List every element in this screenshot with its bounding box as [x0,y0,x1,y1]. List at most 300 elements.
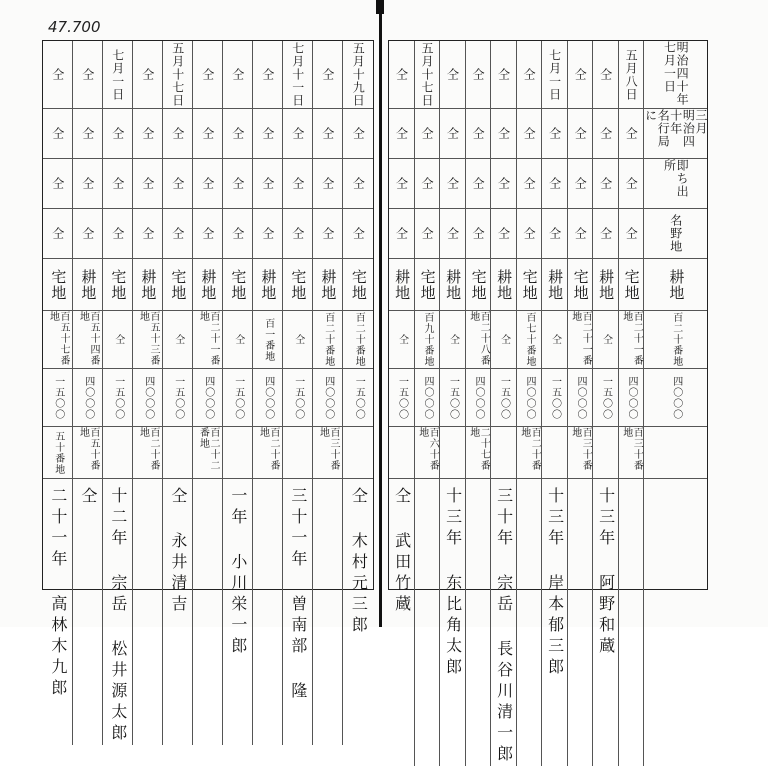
register-cell [163,41,193,109]
cell-text: 明治四十年 七月一日 [662,41,690,106]
cell-text: 百二十番地 [353,312,365,367]
register-cell [343,259,373,311]
register-cell [313,369,343,427]
register-cell [517,311,543,369]
cell-text: 百二十番地 [137,427,159,471]
register-cell [542,109,568,159]
register-cell [542,41,568,109]
register-cell [491,109,517,159]
register-cell [163,259,193,311]
register-cell [253,109,283,159]
register-cell [466,109,492,159]
cell-text: 百九十番地 [422,312,433,367]
register-cell [133,427,163,479]
cell-text: 仝 [445,227,460,240]
register-cell [466,427,492,479]
cell-text: 宅地 [622,268,641,301]
cell-text: 仝 [110,177,125,190]
cell-text: 仝 [320,127,335,140]
cell-text: 百五十四番地 [77,311,99,366]
cell-text: 仝 [320,68,335,81]
cell-text: 百一番地 [262,317,274,362]
cell-text: 一五〇〇 [112,375,124,420]
cell-text: 一五〇〇 [600,375,612,420]
register-cell [440,109,466,159]
cell-text: 四〇〇〇 [262,375,274,420]
cell-text: 五月十九日 [351,42,366,107]
register-cell [43,369,73,427]
register-cell [253,209,283,259]
cell-text: 百三十番地 [569,427,592,471]
register-cell [283,209,313,259]
register-cell [389,109,415,159]
cell-text: 名野地 [668,214,683,253]
cell-text: 仝 木村元三郎 [349,487,369,637]
register-cell [389,259,415,311]
cell-text: 仝 [230,227,245,240]
register-cell [440,369,466,427]
register-cell [313,159,343,209]
cell-text: 耕地 [393,268,412,301]
book-spine [379,0,382,627]
register-cell [103,109,133,159]
ref-number: 47.700 [48,18,101,36]
cell-text: 四〇〇〇 [422,375,433,420]
cell-text: 仝 [110,227,125,240]
cell-text: 仝 [624,227,639,240]
cell-text: 仝 [172,334,184,345]
register-cell [542,311,568,369]
register-cell [253,311,283,369]
register-cell [593,159,619,209]
register-cell [133,479,163,745]
cell-text: 仝 [320,227,335,240]
cell-text: 百二十二番地 [197,427,219,471]
cell-text: 宅地 [49,268,68,301]
register-cell [193,311,223,369]
register-cell [440,209,466,259]
register-cell [644,369,707,427]
register-cell [593,41,619,109]
cell-text: 百二十八番地 [467,311,490,366]
cell-text: 仝 [445,177,460,190]
register-cell [644,259,707,311]
register-cell [517,159,543,209]
register-cell [568,479,594,766]
cell-text: 四〇〇〇 [524,375,535,420]
cell-text: 仝 [230,177,245,190]
cell-text: 仝 武田竹蔵 [392,487,412,616]
register-cell [415,311,441,369]
cell-text: 二十七番地 [467,427,490,471]
register-cell [313,209,343,259]
register-cell [415,427,441,479]
register-cell [163,479,193,745]
register-cell [43,209,73,259]
register-cell [389,41,415,109]
register-cell [593,427,619,479]
register-cell [343,369,373,427]
register-cell [313,109,343,159]
cell-text: 五月十七日 [420,42,435,107]
register-cell [491,311,517,369]
register-cell [163,311,193,369]
register-cell [193,479,223,745]
cell-text: 仝 [232,334,244,345]
register-cell [313,259,343,311]
cell-text: 仝 [445,68,460,81]
register-cell [389,369,415,427]
register-cell [619,109,645,159]
register-cell [43,41,73,109]
register-cell [253,41,283,109]
register-cell [73,479,103,745]
register-cell [568,109,594,159]
cell-text: 五月十七日 [170,42,185,107]
register-cell [223,209,253,259]
cell-text: 仝 [624,127,639,140]
cell-text: 仝 [50,68,65,81]
cell-text: 仝 [50,177,65,190]
register-cell [283,159,313,209]
register-cell [163,427,193,479]
cell-text: 四〇〇〇 [82,375,94,420]
cell-text: 宅地 [469,268,488,301]
cell-text: 五十番地 [52,430,64,475]
register-cell [43,159,73,209]
register-cell [163,369,193,427]
cell-text: 仝 [573,227,588,240]
register-cell [619,311,645,369]
cell-text: 仝 [290,227,305,240]
cell-text: 仝 [50,127,65,140]
cell-text: 仝 [396,334,408,345]
register-cell [313,427,343,479]
register-cell [415,41,441,109]
cell-text: 一五〇〇 [172,375,184,420]
register-cell [491,209,517,259]
cell-text: 仝 [320,177,335,190]
register-cell [313,479,343,745]
register-cell [103,209,133,259]
cell-text: 仝 [573,127,588,140]
cell-text: 仝 [447,334,459,345]
register-cell [193,41,223,109]
register-cell [223,427,253,479]
cell-text: 仝 [522,68,537,81]
register-cell [593,209,619,259]
cell-text: 仝 [394,177,409,190]
register-cell [644,479,707,766]
cell-text: 百三十番地 [620,427,643,471]
register-cell [223,159,253,209]
register-cell [43,427,73,479]
cell-text: 耕地 [495,268,514,301]
register-cell [43,479,73,745]
register-cell [466,311,492,369]
register-cell [389,427,415,479]
cell-text: 仝 [260,68,275,81]
register-cell [193,109,223,159]
register-cell [223,41,253,109]
register-cell [517,109,543,159]
register-cell [491,479,517,766]
register-cell [644,109,707,159]
cell-text: 二十一年 高林木九郎 [48,487,68,700]
cell-text: 仝 [112,334,124,345]
register-cell [193,369,223,427]
cell-text: 百二十一番地 [197,311,219,366]
cell-text: 宅地 [349,268,368,301]
cell-text: 五月八日 [624,48,639,101]
cell-text: 仝 [522,127,537,140]
cell-text: 仝 [200,127,215,140]
cell-text: 仝 [471,177,486,190]
register-cell [103,479,133,745]
register-cell [568,369,594,427]
register-cell [517,479,543,766]
cell-text: 宅地 [418,268,437,301]
register-cell [133,311,163,369]
register-cell [103,259,133,311]
register-cell [593,369,619,427]
cell-text: 仝 [170,127,185,140]
register-cell [542,209,568,259]
register-cell [593,479,619,766]
cell-text: 十三年 岸本郁三郎 [545,487,565,679]
cell-text: 百二十番地 [518,427,541,471]
register-cell [283,41,313,109]
cell-text: 仝 [573,177,588,190]
register-cell [343,41,373,109]
register-cell [283,479,313,745]
cell-text: 仝 [200,177,215,190]
cell-text: 仝 [80,68,95,81]
register-cell [389,159,415,209]
register-cell [283,109,313,159]
cell-text: 一五〇〇 [353,375,365,420]
right-register-table [388,40,708,766]
cell-text: 仝 [445,127,460,140]
register-cell [343,427,373,479]
register-cell [283,311,313,369]
cell-text: 百二十番地 [257,427,279,471]
register-cell [517,209,543,259]
cell-text: 百二十番地 [670,312,682,367]
register-cell [133,369,163,427]
register-cell [343,311,373,369]
cell-text: 仝 [80,127,95,140]
cell-text: 仝 [351,177,366,190]
cell-text: 仝 [200,68,215,81]
register-cell [517,427,543,479]
cell-text: 七月一日 [547,48,562,101]
register-cell [619,209,645,259]
cell-text: 一五〇〇 [292,375,304,420]
cell-text: 四〇〇〇 [575,375,587,420]
cell-text: 耕地 [444,268,463,301]
register-cell [223,311,253,369]
register-cell [133,159,163,209]
register-cell [73,209,103,259]
register-cell [619,41,645,109]
cell-text: 宅地 [289,268,308,301]
cell-text: 一五〇〇 [447,375,459,420]
cell-text: 仝 [549,334,561,345]
cell-text: 仝 [598,127,613,140]
cell-text: 一五〇〇 [498,375,510,420]
cell-text: 即ち出所 [662,159,690,198]
cell-text: 四〇〇〇 [473,375,484,420]
register-cell [517,259,543,311]
register-cell [43,259,73,311]
cell-text: 仝 [471,127,486,140]
cell-text: 仝 [547,127,562,140]
register-cell [103,311,133,369]
register-cell [415,479,441,766]
register-cell [466,209,492,259]
cell-text: 耕地 [319,268,338,301]
register-cell [568,159,594,209]
cell-text: 百二十一番地 [569,311,592,366]
cell-text: 仝 [420,227,435,240]
register-cell [283,259,313,311]
cell-text: 仝 [78,487,98,508]
cell-text: 仝 [170,177,185,190]
register-cell [568,311,594,369]
register-cell [593,259,619,311]
register-cell [343,209,373,259]
register-cell [619,427,645,479]
cell-text: 四〇〇〇 [322,375,334,420]
register-cell [343,109,373,159]
cell-text: 七月十一日 [290,42,305,107]
cell-text: 仝 [573,68,588,81]
register-cell [73,369,103,427]
register-cell [389,311,415,369]
cell-text: 宅地 [520,268,539,301]
register-cell [133,109,163,159]
cell-text: 一五〇〇 [396,375,408,420]
cell-text: 十二年 宗岳 松井源太郎 [108,487,128,745]
register-cell [517,369,543,427]
cell-text: 十三年 东比角太郎 [443,487,463,679]
cell-text: 仝 [290,177,305,190]
cell-text: 仝 [200,227,215,240]
cell-text: 耕地 [546,268,565,301]
cell-text: 一五〇〇 [232,375,244,420]
cell-text: 宅地 [109,268,128,301]
cell-text: 仝 [547,227,562,240]
register-cell [103,369,133,427]
register-cell [491,369,517,427]
register-cell [163,109,193,159]
cell-text: 仝 [230,68,245,81]
register-cell [73,159,103,209]
register-cell [415,369,441,427]
cell-text: 耕地 [597,268,616,301]
register-cell [491,41,517,109]
register-cell [466,369,492,427]
register-cell [593,109,619,159]
register-cell [103,41,133,109]
register-cell [644,41,707,109]
cell-text: 仝 [522,177,537,190]
register-cell [440,159,466,209]
register-cell [43,109,73,159]
register-cell [619,259,645,311]
cell-text: 仝 [394,227,409,240]
register-cell [253,259,283,311]
register-cell [163,159,193,209]
register-cell [542,159,568,209]
register-cell [343,479,373,745]
cell-text: 百二十番地 [322,312,334,367]
cell-text: 仝 [140,227,155,240]
register-cell [644,311,707,369]
register-cell [491,427,517,479]
cell-text: 百七十番地 [524,312,535,367]
cell-text: 四〇〇〇 [142,375,154,420]
cell-text: 仝 [547,177,562,190]
register-cell [440,479,466,766]
cell-text: 百五十番地 [77,427,99,471]
register-cell [389,209,415,259]
cell-text: 仝 [598,177,613,190]
cell-text: 仝 [260,127,275,140]
cell-text: 仝 [110,127,125,140]
cell-text: 百二十一番地 [620,311,643,366]
cell-text: 仝 永井清吉 [168,487,188,616]
cell-text: 仝 [140,177,155,190]
cell-text: 仝 [140,127,155,140]
register-cell [415,209,441,259]
register-cell [568,259,594,311]
cell-text: 仝 [260,227,275,240]
register-cell [491,259,517,311]
cell-text: 仝 [420,127,435,140]
left-register-table [42,40,374,745]
cell-text: 宅地 [169,268,188,301]
cell-text: 仝 [394,127,409,140]
cell-text: 百六十番地 [416,427,439,471]
cell-text: 仝 [471,227,486,240]
cell-text: 仝 [290,127,305,140]
register-cell [415,259,441,311]
cell-text: 一五〇〇 [52,375,64,420]
cell-text: 仝 [600,334,612,345]
register-cell [223,259,253,311]
cell-text: 一年 小川栄一郎 [228,487,248,658]
cell-text: 三十年 宗岳 長谷川清一郎 [494,487,514,766]
cell-text: 十三年 阿野和蔵 [596,487,616,658]
cell-text: 仝 [496,127,511,140]
register-cell [568,427,594,479]
register-cell [73,41,103,109]
cell-text: 仝 [80,227,95,240]
register-cell [103,427,133,479]
register-cell [644,159,707,209]
register-cell [644,209,707,259]
register-cell [542,427,568,479]
cell-text: 仝 [471,68,486,81]
cell-text: 仝 [170,227,185,240]
register-cell [542,369,568,427]
cell-text: 仝 [496,177,511,190]
cell-text: 仝 [292,334,304,345]
register-cell [644,427,707,479]
register-cell [283,369,313,427]
